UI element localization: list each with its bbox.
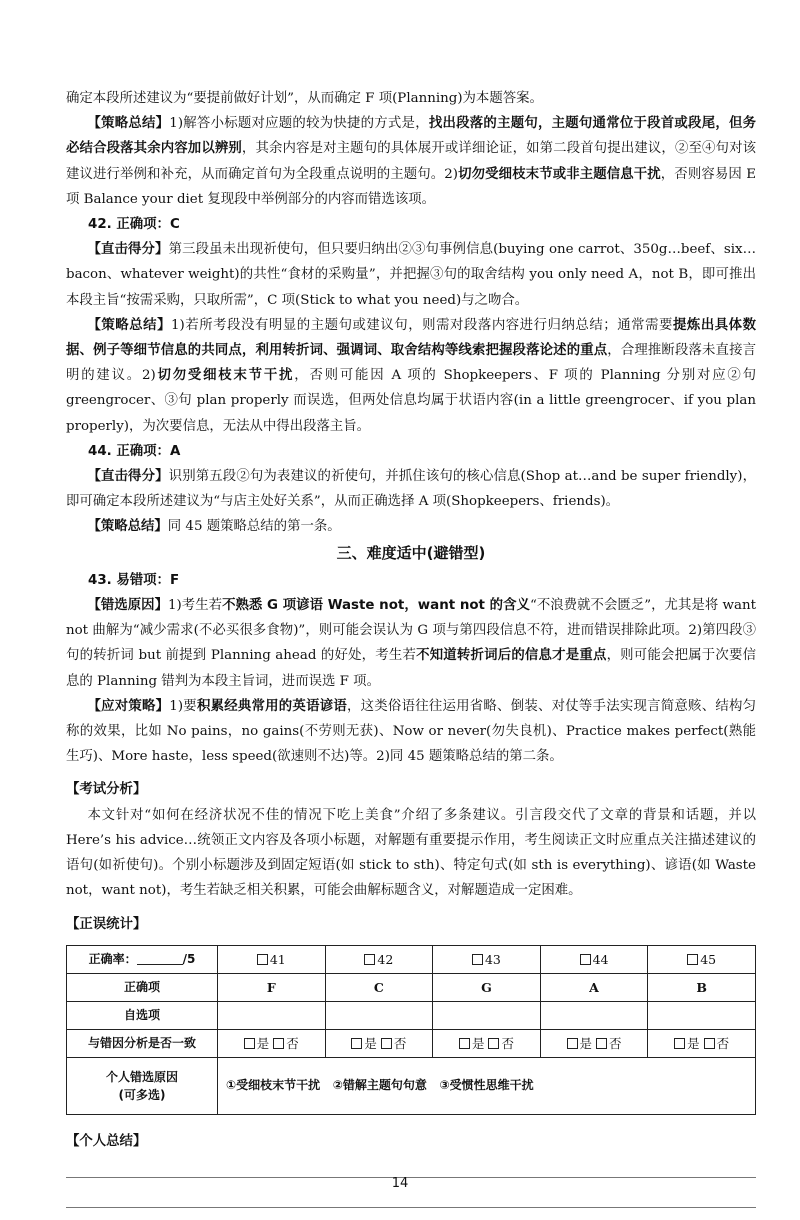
- answer-value: B: [696, 979, 707, 995]
- yes-label: 是: [364, 1035, 377, 1051]
- answer-f-conclusion: 确定本段所述建议为“要提前做好计划”，从而确定 F 项(Planning)为本题答案。: [66, 91, 543, 106]
- choice-cell[interactable]: [540, 1001, 648, 1029]
- checkbox[interactable]: [364, 954, 375, 965]
- table-row: [67, 1029, 756, 1057]
- correctness-stats-table: [66, 945, 756, 1115]
- no-label: 否: [501, 1035, 514, 1051]
- table-row: [67, 1057, 756, 1114]
- reason-option[interactable]: ②错解主题句句意: [332, 1078, 427, 1093]
- checkbox[interactable]: [674, 1038, 685, 1049]
- reason-label-line: (可多选): [118, 1087, 166, 1102]
- tag: 【错选原因】: [87, 598, 168, 614]
- q44-heading: 44. 正确项：A: [88, 443, 181, 459]
- bold-span: 找出段落的主题句，主题句通常位于段首或段尾，但务必结合段落其余内容加以辨别: [66, 116, 757, 157]
- consistency-label: 与错因分析是否一致: [67, 1029, 218, 1057]
- choice-cell[interactable]: [648, 1001, 756, 1029]
- reason-option[interactable]: ③受惯性思维干扰: [439, 1078, 534, 1093]
- exam-analysis-title: 【考试分析】: [66, 782, 147, 798]
- question-checkbox-cell[interactable]: [325, 945, 433, 973]
- yes-no-cell[interactable]: [540, 1029, 648, 1057]
- yes-no-cell[interactable]: [648, 1029, 756, 1057]
- text-span: ，否则可能因 A 项的 Shopkeepers、F 项的 Planning 分别对应②句 greengrocer、③句 plan properly 而误选，但两处信息均属于状语内容(in a little greengrocer、if you plan properly)，为次要信息，无法从中得出段落主旨。: [66, 368, 757, 434]
- no-label: 否: [716, 1035, 730, 1051]
- q44-direct-score: [66, 464, 756, 514]
- tag: 【策略总结】: [87, 317, 172, 333]
- answer-value: A: [589, 979, 599, 995]
- bold-span: 切勿受细枝末节干扰: [155, 368, 295, 384]
- question-number: 45: [700, 951, 717, 967]
- reason-option[interactable]: ①受细枝末节干扰: [226, 1078, 321, 1093]
- tag: 【直击得分】: [87, 242, 169, 258]
- text-span: 第三段虽未出现祈使句，但只要归纳出②③句事例信息(buying one carrot、350g…beef、six…bacon、whatever weight)的共性“食材的采购量”，并把握③句的取舍结构 you only need A，not B，即可推出本段主旨“按需采购，只取所需”，C 项(Stick to what you need)与之吻合。: [66, 242, 757, 308]
- strategy-summary-41: [66, 111, 756, 212]
- q43-heading: 43. 易错项：F: [88, 572, 180, 588]
- text-span: ，则可能会把属于次要信息的 Planning 错判为本段主旨词，进而误选 F 项。: [66, 648, 757, 689]
- strategy-tag: 【策略总结】: [87, 116, 170, 132]
- checkbox[interactable]: [273, 1038, 284, 1049]
- no-label: 否: [393, 1035, 407, 1051]
- text-span: 识别第五段②句为表建议的祈使句，并抓住该句的核心信息(Shop at…and be super friendly)，即可确定本段所述建议为“与店主处好关系”，从而正确选择 A 项(Shopkeepers、friends)。: [66, 469, 757, 510]
- q42-strategy-summary: [66, 313, 756, 439]
- choice-cell[interactable]: [218, 1001, 326, 1029]
- q44-strategy-summary: [66, 514, 756, 539]
- yes-no-cell[interactable]: [433, 1029, 541, 1057]
- section-heading: 三、难度适中(避错型): [336, 543, 486, 562]
- checkbox[interactable]: [381, 1038, 392, 1049]
- text-span: 1)要: [169, 698, 197, 714]
- checkbox[interactable]: [704, 1038, 715, 1049]
- yes-label: 是: [256, 1035, 270, 1051]
- table-row: [67, 1001, 756, 1029]
- text-span: 1)解答小标题对应题的较为快捷的方式是，: [169, 116, 429, 132]
- accuracy-blank[interactable]: [137, 952, 183, 965]
- bold-span: 提炼出具体数据、例子等细节信息的共同点，利用转折词、强调词、取舍结构等线索把握段落论述的重点: [66, 317, 757, 359]
- bold-span: 不知道转折词后的信息才是重点: [416, 648, 607, 664]
- yes-label: 是: [471, 1035, 485, 1051]
- bold-span: 切勿受细枝末节或非主题信息干扰: [458, 166, 661, 182]
- q42-direct-score: [66, 237, 756, 313]
- text-span: “不浪费就不会匮乏”，尤其是将 want not 曲解为“减少需求(不必买很多食物)”，则可能会误认为 G 项与第四段信息不符，进而错误排除此项。2)第四段③句的转折词 but 前提到 Planning ahead 的好处，考生若: [66, 598, 756, 664]
- text-span: ，其余内容是对主题句的具体展开或详细论证，如第二段首句提出建议，②至④句对该建议进行举例和补充，从而确定首句为全段重点说明的主题句。2): [66, 141, 757, 182]
- yes-label: 是: [687, 1035, 700, 1051]
- reason-options[interactable]: [218, 1057, 756, 1114]
- reason-label: [67, 1057, 218, 1114]
- checkbox[interactable]: [459, 1038, 470, 1049]
- yes-no-cell[interactable]: [325, 1029, 433, 1057]
- tag: 【直击得分】: [87, 469, 169, 485]
- question-number: 42: [377, 951, 394, 967]
- tag: 【应对策略】: [87, 698, 170, 714]
- choice-cell[interactable]: [433, 1001, 541, 1029]
- text-span: 1)考生若: [168, 598, 223, 614]
- text-span: 同 45 题策略总结的第一条。: [167, 519, 341, 535]
- text-span: ，否则容易因 E 项 Balance your diet 复现段中举例部分的内容而错选该项。: [66, 166, 757, 207]
- document-page: [66, 86, 756, 1208]
- answer-cell: [540, 973, 648, 1001]
- stats-title: 【正误统计】: [66, 916, 147, 932]
- answer-cell: [648, 973, 756, 1001]
- checkbox[interactable]: [472, 954, 483, 965]
- question-number: 44: [592, 951, 609, 967]
- q43-countermeasure: [66, 694, 756, 770]
- answer-cell: [433, 973, 541, 1001]
- table-row: [67, 945, 756, 973]
- question-checkbox-cell[interactable]: [648, 945, 756, 973]
- answer-cell: [325, 973, 433, 1001]
- no-label: 否: [609, 1035, 622, 1051]
- page-number: 14: [391, 1176, 409, 1191]
- exam-analysis-text: 本文针对“如何在经济状况不佳的情况下吃上美食”介绍了多条建议。引言段交代了文章的背景和话题，并以 Here’s his advice…统领正文内容及各项小标题，对解题有重要提示作用，考生阅读正文时应重点关注描述建议的语句(如祈使句)。个别小标题涉及到固定短语(如 stick to sth)、特定句式(如 sth is everything)、谚语(如 Waste not，want not)，考生若缺乏相关积累，可能会曲解标题含义，对解题造成一定困难。: [66, 807, 756, 899]
- yes-label: 是: [579, 1035, 593, 1051]
- reason-label-line: 个人错选原因: [105, 1069, 178, 1084]
- text-span: ，这类俗语往往运用省略、倒装、对仗等手法实现言简意赅、结构匀称的效果，比如 No pains，no gains(不劳则无获)、Now or never(勿失良机)、Practice makes perfect(熟能生巧)、More haste，less speed(欲速则不达)等。2)同 45 题策略总结的第二条。: [66, 698, 757, 765]
- q42-heading: 42. 正确项：C: [88, 217, 180, 233]
- question-number: 41: [269, 951, 286, 967]
- text-span: 1)若所考段没有明显的主题句或建议句，则需对段落内容进行归纳总结；通常需要: [171, 317, 673, 333]
- q43-wrong-reason: [66, 593, 756, 694]
- answer-value: C: [373, 979, 384, 995]
- question-checkbox-cell[interactable]: [433, 945, 541, 973]
- checkbox[interactable]: [580, 954, 591, 965]
- summary-line[interactable]: [66, 1206, 756, 1208]
- no-label: 否: [286, 1035, 299, 1051]
- checkbox[interactable]: [567, 1038, 578, 1049]
- checkbox[interactable]: [488, 1038, 499, 1049]
- answer-cell: [218, 973, 326, 1001]
- accuracy-cell: [67, 945, 218, 973]
- answer-label: 正确项: [67, 973, 218, 1001]
- bold-span: 积累经典常用的英语谚语: [196, 698, 347, 714]
- choice-cell[interactable]: [325, 1001, 433, 1029]
- answer-value: F: [266, 979, 276, 995]
- checkbox[interactable]: [244, 1038, 255, 1049]
- checkbox[interactable]: [351, 1038, 362, 1049]
- question-number: 43: [484, 951, 501, 967]
- checkbox[interactable]: [257, 954, 268, 965]
- personal-summary-title: 【个人总结】: [66, 1133, 147, 1149]
- checkbox[interactable]: [596, 1038, 607, 1049]
- table-row: [67, 973, 756, 1001]
- checkbox[interactable]: [687, 954, 698, 965]
- question-checkbox-cell[interactable]: [218, 945, 326, 973]
- rate-label: 正确率：: [88, 951, 137, 966]
- rate-total: /5: [182, 951, 196, 966]
- bold-span: 不熟悉 G 项谚语 Waste not，want not 的含义: [222, 598, 530, 614]
- yes-no-cell[interactable]: [218, 1029, 326, 1057]
- choice-label: 自选项: [67, 1001, 218, 1029]
- question-checkbox-cell[interactable]: [540, 945, 648, 973]
- answer-value: G: [481, 979, 492, 995]
- text-span: ，合理推断段落未直接言明的建议。2): [66, 343, 757, 384]
- tag: 【策略总结】: [87, 519, 168, 535]
